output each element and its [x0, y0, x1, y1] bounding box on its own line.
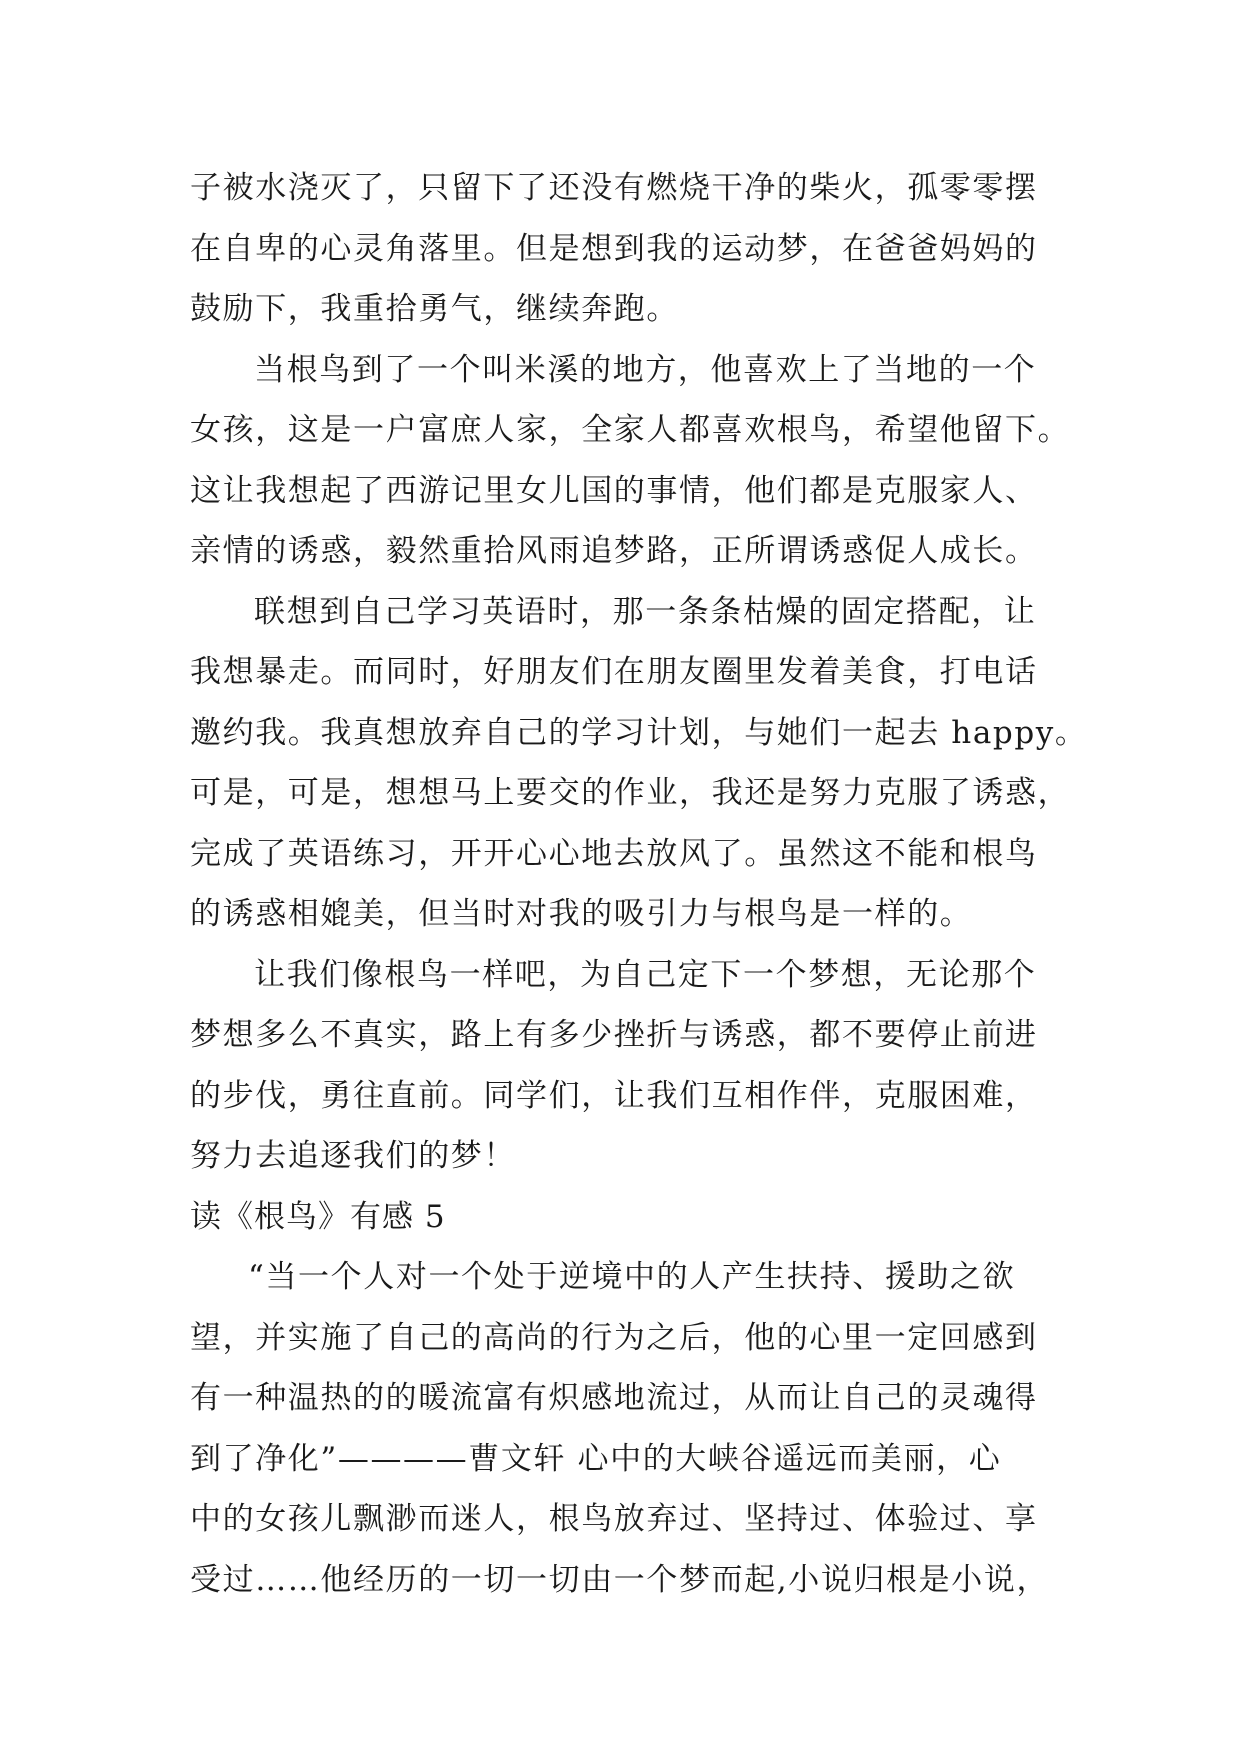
text-line: 女孩，这是一户富庶人家，全家人都喜欢根鸟，希望他留下。 [190, 412, 1071, 448]
text-line: 的诱惑相媲美，但当时对我的吸引力与根鸟是一样的。 [190, 896, 973, 932]
text-line: 在自卑的心灵角落里。但是想到我的运动梦，在爸爸妈妈的 [190, 230, 1038, 267]
text-line: 鼓励下，我重拾勇气，继续奔跑。 [190, 291, 679, 327]
text-line: 我想暴走。而同时，好朋友们在朋友圈里发着美食，打电话 [190, 654, 1038, 690]
text-line: 邀约我。我真想放弃自己的学习计划，与她们一起去 happy。 [190, 714, 1088, 751]
section-heading: 读《根鸟》有感 5 [190, 1198, 446, 1235]
text-line: 的步伐，勇往直前。同学们，让我们互相作伴，克服困难， [190, 1077, 1038, 1114]
text-line: 努力去追逐我们的梦！ [190, 1138, 516, 1174]
text-line: 可是，可是，想想马上要交的作业，我还是努力克服了诱惑， [190, 775, 1071, 811]
text-line: 中的女孩儿飘渺而迷人，根鸟放弃过、坚持过、体验过、享 [190, 1501, 1038, 1537]
text-line: 亲情的诱惑，毅然重拾风雨追梦路，正所谓诱惑促人成长。 [190, 533, 1038, 569]
paragraph-first-line: 当根鸟到了一个叫米溪的地方，他喜欢上了当地的一个 [254, 351, 1037, 388]
paragraph-first-line: “当一个人对一个处于逆境中的人产生扶持、援助之欲 [248, 1259, 1016, 1295]
text-line: 有一种温热的的暖流富有炽感地流过，从而让自己的灵魂得 [190, 1380, 1038, 1416]
text-line: 到了净化”————曹文轩 心中的大峡谷遥远而美丽，心 [190, 1440, 1002, 1477]
text-line: 这让我想起了西游记里女儿国的事情，他们都是克服家人、 [190, 472, 1038, 509]
paragraph-first-line: 让我们像根鸟一样吧，为自己定下一个梦想，无论那个 [254, 956, 1037, 993]
text-line: 梦想多么不真实，路上有多少挫折与诱惑，都不要停止前进 [190, 1017, 1038, 1053]
text-line: 受过……他经历的一切一切由一个梦而起,小说归根是小说， [190, 1561, 1050, 1598]
text-line: 子被水浇灭了，只留下了还没有燃烧干净的柴火，孤零零摆 [190, 170, 1038, 206]
text-line: 完成了英语练习，开开心心地去放风了。虽然这不能和根鸟 [190, 835, 1038, 872]
text-line: 望，并实施了自己的高尚的行为之后，他的心里一定回感到 [190, 1319, 1038, 1356]
paragraph-first-line: 联想到自己学习英语时，那一条条枯燥的固定搭配，让 [254, 593, 1037, 630]
document-body [190, 158, 1088, 1610]
